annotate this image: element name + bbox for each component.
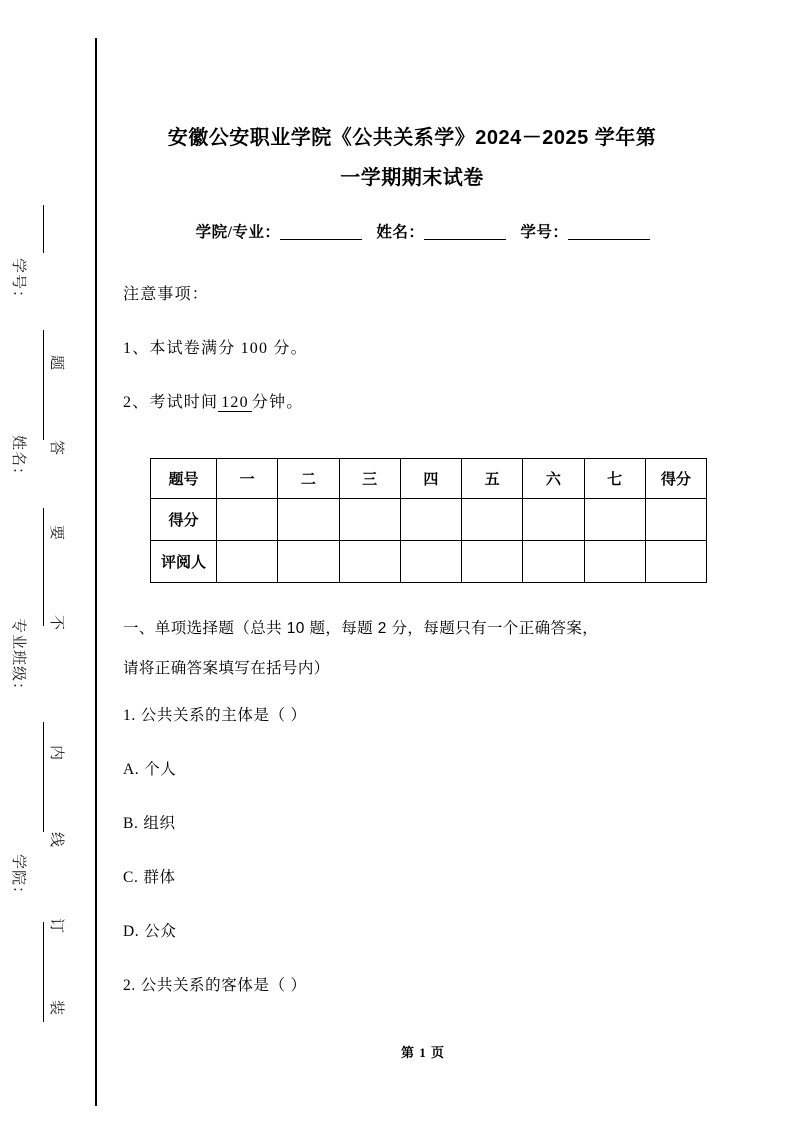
- question-1-option-b[interactable]: [123, 797, 723, 851]
- binding-vertical-rule: [95, 38, 97, 1106]
- blank-student-id[interactable]: [568, 239, 650, 240]
- notes-block: [123, 268, 723, 430]
- table-cell[interactable]: [400, 499, 461, 541]
- table-header-6: 六: [523, 459, 584, 499]
- question-1-option-a[interactable]: [123, 743, 723, 797]
- margin-char-xian: 线: [48, 832, 64, 848]
- table-row: [151, 499, 707, 541]
- table-header-label: 题号: [151, 459, 217, 499]
- binding-margin: [0, 0, 96, 1122]
- exam-duration-value: 120: [218, 394, 252, 412]
- margin-fill-line-5: [43, 922, 44, 1022]
- table-cell[interactable]: [584, 541, 645, 583]
- table-row-label-reviewer: 评阅人: [151, 541, 217, 583]
- student-info-line: [123, 220, 723, 242]
- section-heading-line-2: 请将正确答案填写在括号内）: [123, 660, 330, 677]
- note-item-2-prefix: 2、考试时间: [123, 394, 219, 411]
- margin-char-zhuang: 装: [48, 1000, 64, 1016]
- question-2-text: 公共关系的客体是（ ）: [140, 977, 307, 994]
- page-title-line-1: 安徽公安职业学院《公共关系学》2024－2025 学年第: [167, 127, 657, 149]
- margin-fill-line-1: [43, 205, 44, 253]
- question-1: [123, 689, 723, 743]
- table-header-4: 四: [400, 459, 461, 499]
- table-row-label-score: 得分: [151, 499, 217, 541]
- table-row: [151, 541, 707, 583]
- option-c-text: 群体: [143, 869, 176, 886]
- question-1-number: 1.: [123, 707, 136, 724]
- table-cell[interactable]: [339, 499, 400, 541]
- label-name: 姓名：: [376, 224, 425, 241]
- table-header-1: 一: [217, 459, 278, 499]
- table-cell[interactable]: [523, 499, 584, 541]
- margin-char-nei: 内: [48, 745, 64, 761]
- margin-char-ti: 题: [48, 355, 64, 371]
- table-cell[interactable]: [339, 541, 400, 583]
- margin-label-student-id: 学号：: [10, 258, 26, 307]
- label-college-major: 学院/专业：: [195, 224, 281, 241]
- margin-fill-line-3: [43, 508, 44, 626]
- page-title-line-2: 一学期期末试卷: [340, 167, 484, 189]
- margin-label-class: 专业班级：: [10, 618, 26, 699]
- option-a-text: 个人: [144, 761, 177, 778]
- question-1-option-d[interactable]: [123, 905, 723, 959]
- table-cell[interactable]: [278, 541, 339, 583]
- table-cell[interactable]: [278, 499, 339, 541]
- table-header-5: 五: [462, 459, 523, 499]
- page-title: [123, 0, 701, 198]
- score-table: [150, 458, 707, 583]
- table-cell[interactable]: [217, 499, 278, 541]
- option-d-text: 公众: [144, 923, 177, 940]
- note-item-2-suffix: 分钟。: [251, 394, 304, 411]
- option-b-text: 组织: [143, 815, 176, 832]
- question-1-option-c[interactable]: [123, 851, 723, 905]
- note-item-2: [123, 376, 723, 430]
- table-header-3: 三: [339, 459, 400, 499]
- option-d-letter: D.: [123, 923, 140, 940]
- table-cell[interactable]: [400, 541, 461, 583]
- label-student-id: 学号：: [520, 224, 569, 241]
- section-heading: [123, 609, 701, 689]
- question-1-text: 公共关系的主体是（ ）: [140, 707, 307, 724]
- table-cell[interactable]: [217, 541, 278, 583]
- exam-page-content: [123, 0, 723, 1122]
- question-2: [123, 959, 723, 1013]
- margin-char-bu: 不: [48, 615, 64, 631]
- section-heading-line-1: 一、单项选择题（总共 10 题，每题 2 分，每题只有一个正确答案，: [123, 620, 599, 637]
- notes-heading: 注意事项：: [123, 286, 210, 303]
- blank-name[interactable]: [424, 239, 506, 240]
- table-cell[interactable]: [645, 541, 706, 583]
- margin-char-ding: 订: [48, 918, 64, 934]
- table-cell[interactable]: [462, 499, 523, 541]
- table-header-2: 二: [278, 459, 339, 499]
- question-2-number: 2.: [123, 977, 136, 994]
- table-cell[interactable]: [645, 499, 706, 541]
- option-a-letter: A.: [123, 761, 140, 778]
- margin-char-yao: 要: [48, 525, 64, 541]
- table-cell[interactable]: [584, 499, 645, 541]
- margin-char-da: 答: [48, 440, 64, 456]
- margin-inner-column: [48, 0, 94, 1122]
- blank-college-major[interactable]: [280, 239, 362, 240]
- table-cell[interactable]: [462, 541, 523, 583]
- note-item-1: 1、本试卷满分 100 分。: [123, 340, 308, 357]
- option-b-letter: B.: [123, 815, 139, 832]
- margin-fill-line-2: [43, 330, 44, 440]
- margin-label-college: 学院：: [10, 854, 26, 903]
- table-header-7: 七: [584, 459, 645, 499]
- table-row-header: [151, 459, 707, 499]
- margin-outer-column: [10, 0, 60, 1122]
- table-header-total: 得分: [645, 459, 706, 499]
- margin-fill-line-4: [43, 722, 44, 832]
- table-cell[interactable]: [523, 541, 584, 583]
- page-footer: 第 1 页: [400, 1045, 445, 1060]
- margin-label-name: 姓名：: [10, 435, 26, 484]
- option-c-letter: C.: [123, 869, 139, 886]
